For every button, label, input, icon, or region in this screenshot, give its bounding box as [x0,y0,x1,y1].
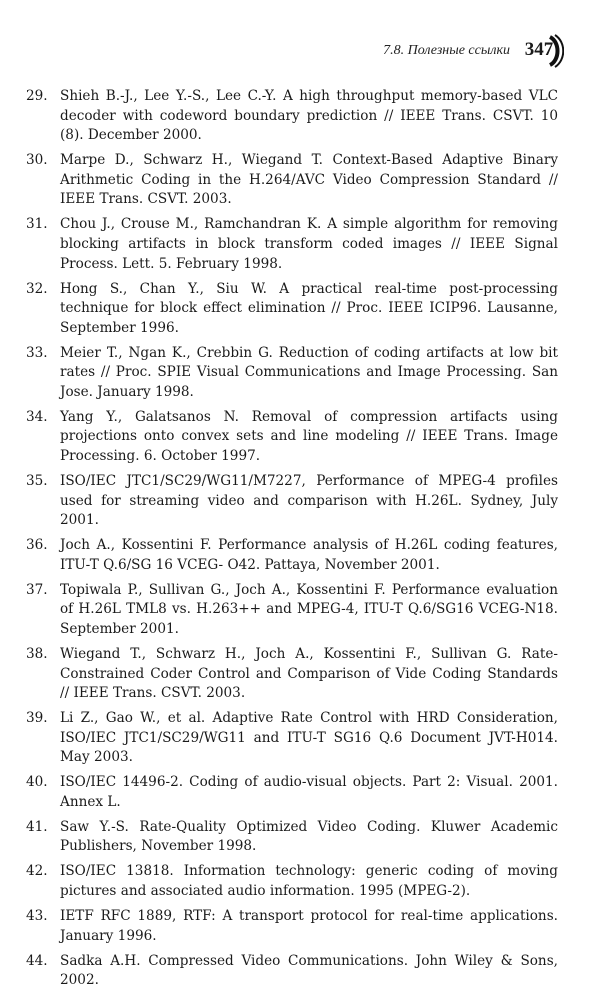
reference-number: 29. [26,88,48,104]
reference-text: ISO/IEC 13818. Information technology: generic coding of moving pictures and associated audio information. 1995 (MPEG-2). [60,863,558,900]
reference-text: Meier T., Ngan K., Crebbin G. Reduction of coding artifacts at low bit rates // Proc. SPIE Visual Communications and Image Processing. San Jose. January 1998. [60,344,558,400]
running-header [383,34,564,68]
reference-item [26,907,558,946]
reference-number: 31. [26,216,48,233]
reference-text: Topiwala P., Sullivan G., Joch A., Kossentini F. Performance evaluation of H.26L TML8 vs. H.263++ and MPEG-4, ITU-T Q.6/SG16 VCEG-N18. September 2001. [60,581,558,637]
reference-number: 43. [26,908,48,925]
reference-text: Li Z., Gao W., et al. Adaptive Rate Control with HRD Consideration, ISO/IEC JTC1/SC29/WG11 and ITU-T SG16 Q.6 Document JVT-H014. May 2003. [60,710,558,766]
page-number-badge [520,34,564,68]
reference-item [26,215,558,274]
reference-text: Marpe D., Schwarz H., Wiegand T. Context-Based Adaptive Binary Arithmetic Coding in the H.264/AVC Video Compression Standard // IEEE Trans. CSVT. 2003. [60,152,558,208]
reference-item [26,536,558,575]
reference-text: Wiegand T., Schwarz H., Joch A., Kossentini F., Sullivan G. Rate-Constrained Coder Control and Comparison of Vide Coding Standards // IEEE Trans. CSVT. 2003. [60,645,558,702]
reference-list [26,87,558,996]
reference-number: 34. [26,408,48,425]
reference-item [26,862,558,901]
reference-number: 36. [26,537,48,554]
reference-item [26,952,558,991]
reference-number: 44. [26,952,48,969]
reference-number: 30. [26,152,48,169]
reference-number: 38. [26,645,48,662]
reference-number: 35. [26,473,48,490]
reference-text: Saw Y.-S. Rate-Quality Optimized Video Coding. Kluwer Academic Publishers, November 1998. [60,818,558,855]
reference-item [26,818,558,857]
reference-item [26,87,558,146]
reference-item [26,709,558,768]
reference-text: IETF RFC 1889, RTF: A transport protocol for real-time applications. January 1996. [60,908,558,944]
reference-item [26,408,558,467]
reference-number: 40. [26,774,48,791]
reference-item [26,280,558,339]
page-number: 347 [524,39,554,60]
reference-text: ISO/IEC 14496-2. Coding of audio-visual objects. Part 2: Visual. 2001. Annex L. [60,774,558,810]
reference-text: Joch A., Kossentini F. Performance analysis of H.26L coding features, ITU-T Q.6/SG 16 VCEG- O42. Pattaya, November 2001. [60,537,558,573]
reference-number: 42. [26,863,48,880]
reference-text: Yang Y., Galatsanos N. Removal of compression artifacts using projections onto convex sets and line modeling // IEEE Trans. Image Processing. 6. October 1997. [60,408,558,465]
reference-number: 41. [26,818,48,835]
reference-item [26,645,558,704]
reference-item [26,344,558,403]
reference-item [26,581,558,640]
reference-text: Sadka A.H. Compressed Video Communications. John Wiley & Sons, 2002. [60,952,558,989]
reference-text: ISO/IEC JTC1/SC29/WG11/M7227, Performance of MPEG-4 profiles used for streaming video and comparison with H.26L. Sydney, July 2001. [60,473,558,529]
reference-item [26,472,558,531]
reference-number: 33. [26,344,48,361]
reference-text: Chou J., Crouse M., Ramchandran K. A simple algorithm for removing blocking artifacts in block transform coded images // IEEE Signal Process. Lett. 5. February 1998. [60,216,558,272]
reference-number: 37. [26,581,48,598]
reference-text: Shieh B.-J., Lee Y.-S., Lee C.-Y. A high throughput memory-based VLC decoder with codeword boundary prediction // IEEE Trans. CSVT. 10 (8). December 2000. [60,88,558,144]
reference-number: 32. [26,280,48,297]
reference-item [26,151,558,210]
reference-text: Hong S., Chan Y., Siu W. A practical real-time post-processing technique for block effect elimination // Proc. IEEE ICIP96. Lausanne, September 1996. [60,280,558,336]
reference-number: 39. [26,710,48,727]
reference-item [26,773,558,812]
section-title: 7.8. Полезные ссылки [383,43,510,58]
